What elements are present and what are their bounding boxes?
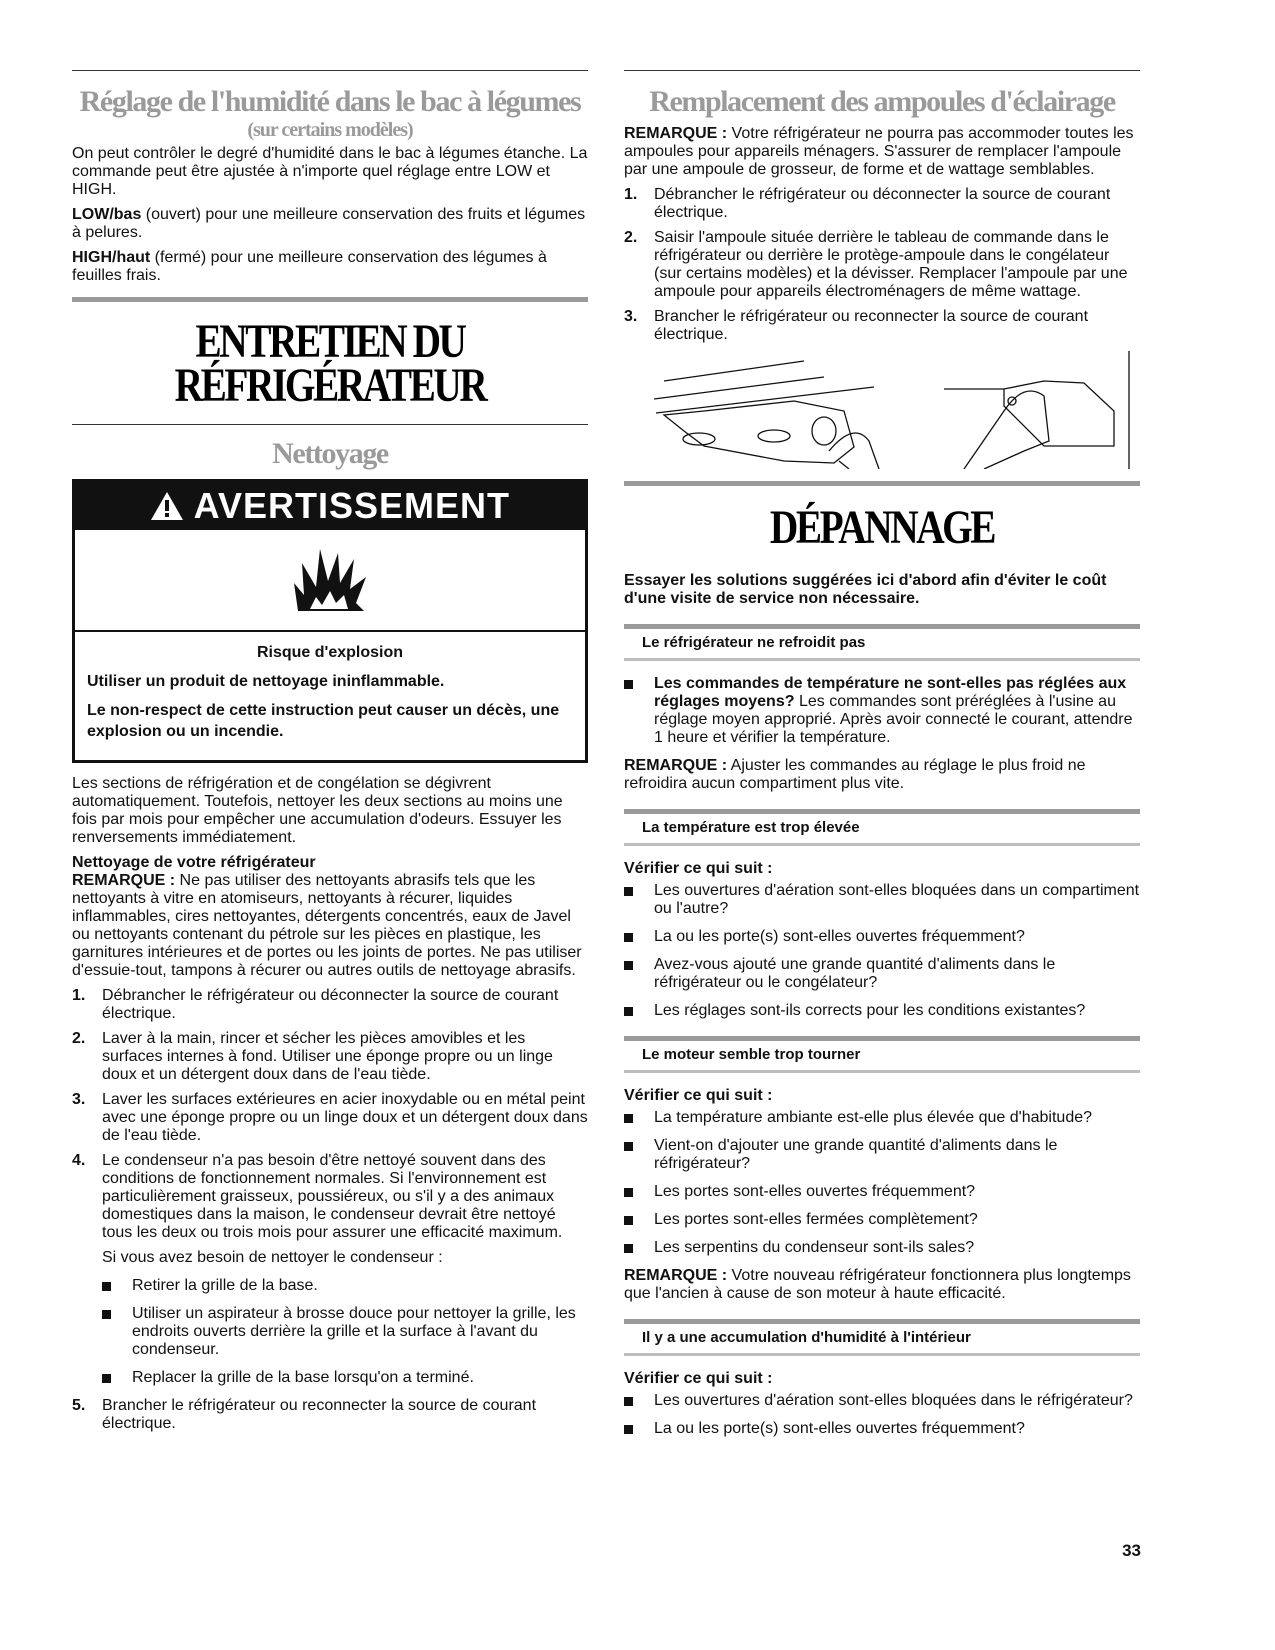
step-number: 1. [624, 186, 638, 203]
step-item [72, 987, 588, 1023]
humidity-subheading: (sur certains modèles) [247, 119, 413, 141]
bullet-item [624, 1211, 1140, 1229]
bullet-item [624, 882, 1140, 918]
bullet-text: Retirer la grille de la base. [132, 1277, 318, 1294]
cleaning-note [72, 872, 588, 980]
s3-bullets [624, 1109, 1140, 1257]
square-bullet-icon [624, 1188, 633, 1197]
troubleshooting-title: DÉPANNAGE [769, 501, 995, 554]
humidity-high [72, 249, 588, 285]
bullet-item [624, 1239, 1140, 1257]
warning-header [75, 482, 585, 530]
note-text: Ajuster les commandes au réglage le plus froid ne refroidira aucun compartiment plus vite. [624, 757, 1086, 792]
bullet-item [624, 675, 1140, 747]
step-text: Saisir l'ampoule située derrière le tableau de commande dans le réfrigérateur ou derrière le protège-ampoule dans le congélateur (sur certains modèles) et la dévisser. Remplacer l'ampoule par une ampoule pour appareils électroménagers de même wattage. [654, 229, 1128, 300]
bullet-item [624, 1137, 1140, 1173]
condenser-intro: Si vous avez besoin de nettoyer le condenseur : [102, 1249, 443, 1266]
step-text: Laver à la main, rincer et sécher les pièces amovibles et les surfaces internes à fond. Utiliser une éponge propre ou un linge doux et un détergent doux dans de l'eau tiède. [102, 1030, 553, 1083]
step-text: Laver les surfaces extérieures en acier inoxydable ou en métal peint avec une éponge propre ou un linge doux et un détergent doux dans de l'eau tiède. [102, 1091, 588, 1144]
bullet-item [624, 1002, 1140, 1020]
bullet-item [624, 956, 1140, 992]
note-label: REMARQUE : [72, 872, 176, 889]
section-heading: Le réfrigérateur ne refroidit pas [624, 624, 1140, 661]
s4-bullets [624, 1392, 1140, 1438]
bullet-bold: Les commandes de température ne sont-elles pas réglées aux réglages moyens? [654, 675, 1127, 710]
note-label: REMARQUE : [624, 757, 728, 774]
left-column [72, 70, 588, 1440]
warning-text [75, 630, 585, 760]
bullet-item [624, 1392, 1140, 1410]
section-heading: Le moteur semble trop tourner [624, 1036, 1140, 1073]
divider [72, 424, 588, 425]
bullet-text: Replacer la grille de la base lorsqu'on a terminé. [132, 1369, 474, 1386]
section-heading: Il y a une accumulation d'humidité à l'intérieur [624, 1319, 1140, 1356]
bullet-text: Les ouvertures d'aération sont-elles bloquées dans le réfrigérateur? [654, 1392, 1133, 1409]
step-number: 1. [72, 987, 86, 1004]
bullet-text: La ou les porte(s) sont-elles ouvertes fréquemment? [654, 1420, 1025, 1437]
step-number: 3. [624, 308, 638, 325]
bullet-item [624, 1109, 1140, 1127]
step-item [72, 1397, 588, 1433]
step-text: Débrancher le réfrigérateur ou déconnecter la source de courant électrique. [102, 987, 559, 1022]
bullet-text: Avez-vous ajouté une grande quantité d'aliments dans le réfrigérateur ou le congélateur? [654, 956, 1056, 991]
bullet-item [624, 1183, 1140, 1201]
bullet-text: Les réglages sont-ils corrects pour les conditions existantes? [654, 1002, 1086, 1019]
warning-line1: Utiliser un produit de nettoyage ininflammable. [87, 673, 445, 690]
check-label: Vérifier ce qui suit : [624, 1087, 773, 1104]
bullet-text: Les portes sont-elles fermées complètement? [654, 1211, 978, 1228]
bulbs-note [624, 125, 1140, 179]
step-item [72, 1030, 588, 1084]
step-item [72, 1091, 588, 1145]
check-label: Vérifier ce qui suit : [624, 1370, 773, 1387]
bullet-text: La température ambiante est-elle plus élevée que d'habitude? [654, 1109, 1093, 1126]
defrost-paragraph: Les sections de réfrigération et de congélation se dégivrent automatiquement. Toutefois, nettoyer les deux sections au moins une fois par mois pour empêcher une accumulation d'odeurs. Essuyer les renversements immédiatement. [72, 775, 563, 846]
warning-risk: Risque d'explosion [256, 644, 404, 661]
condenser-bullets [102, 1277, 588, 1387]
square-bullet-icon [624, 1142, 633, 1151]
step-number: 2. [72, 1030, 86, 1047]
step-number: 4. [72, 1152, 86, 1169]
bullet-text: La ou les porte(s) sont-elles ouvertes fréquemment? [654, 928, 1025, 945]
check-label: Vérifier ce qui suit : [624, 860, 773, 877]
humidity-low [72, 206, 588, 242]
cleaning-steps [72, 987, 588, 1433]
step-number: 2. [624, 229, 638, 246]
square-bullet-icon [624, 933, 633, 942]
bullet-item [102, 1277, 588, 1295]
bulb-replacement-illustration [624, 351, 1140, 469]
bullet-text: Les portes sont-elles ouvertes fréquemment? [654, 1183, 976, 1200]
explosion-icon [290, 543, 370, 618]
square-bullet-icon [102, 1282, 111, 1291]
square-bullet-icon [624, 887, 633, 896]
step-number: 5. [72, 1397, 86, 1414]
bullet-item [624, 928, 1140, 946]
note-text: Votre réfrigérateur ne pourra pas accommoder toutes les ampoules pour appareils ménagers. S'assurer de remplacer l'ampoule par une ampoule de grosseur, de forme et de wattage semblables. [624, 125, 1134, 178]
bullet-item [102, 1305, 588, 1359]
humidity-heading: Réglage de l'humidité dans le bac à légumes [79, 85, 581, 118]
step-text: Brancher le réfrigérateur ou reconnecter la source de courant électrique. [102, 1397, 537, 1432]
troubleshooting-intro: Essayer les solutions suggérées ici d'abord afin d'éviter le coût d'une visite de service non nécessaire. [624, 572, 1107, 607]
note-text: Votre nouveau réfrigérateur fonctionnera plus longtemps que l'ancien à cause de son moteur à haute efficacité. [624, 1267, 1131, 1302]
humidity-intro: On peut contrôler le degré d'humidité dans le bac à légumes étanche. La commande peut être ajustée à n'importe quel réglage entre LOW et HIGH. [72, 145, 588, 198]
s1-note [624, 757, 1140, 793]
note-label: REMARQUE : [624, 125, 728, 142]
step-text: Le condenseur n'a pas besoin d'être nettoyé souvent dans des conditions de fonctionnement normales. Si l'environnement est particulièrement graisseux, poussiéreux, ou s'il y a des animaux domestiques dans la maison, le condenseur devrait être nettoyé tous les deux ou trois mois pour assurer une efficacité maximum. [102, 1152, 563, 1241]
step-item [624, 308, 1140, 344]
square-bullet-icon [102, 1374, 111, 1383]
divider [624, 481, 1140, 486]
high-text: (fermé) pour une meilleure conservation des légumes à feuilles frais. [72, 249, 547, 284]
section-heading: La température est trop élevée [624, 809, 1140, 846]
s2-bullets [624, 882, 1140, 1020]
bulb-illustration [624, 351, 1140, 469]
step-item [624, 186, 1140, 222]
bullet-item [624, 1420, 1140, 1438]
note-label: REMARQUE : [624, 1267, 728, 1284]
square-bullet-icon [624, 1425, 633, 1434]
bullet-text: Les serpentins du condenseur sont-ils sales? [654, 1239, 975, 1256]
cleaning-subheading: Nettoyage de votre réfrigérateur [72, 854, 316, 871]
step-text: Débrancher le réfrigérateur ou déconnecter la source de courant électrique. [654, 186, 1111, 221]
explosion-area [75, 530, 585, 630]
square-bullet-icon [624, 1007, 633, 1016]
note-text: Ne pas utiliser des nettoyants abrasifs tels que les nettoyants à vitre en atomiseurs, nettoyants à récurer, liquides inflammables, cires nettoyantes, détergents concentrés, eaux de Javel ou nettoyants contenant du pétrole sur les pièces en plastique, les garnitures intérieures et de portes ou les joints de portes. Ne pas utiliser d'essuie-tout, tampons à récurer ou autres outils de nettoyage abrasifs. [72, 872, 582, 979]
s1-bullets [624, 675, 1140, 747]
high-label: HIGH/haut [72, 249, 151, 266]
bulb-steps [624, 186, 1140, 344]
divider [72, 70, 588, 71]
right-column [624, 70, 1140, 1448]
step-item [624, 229, 1140, 301]
s3-note [624, 1267, 1140, 1303]
main-title-line2: RÉFRIGÉRATEUR [174, 359, 486, 412]
square-bullet-icon [624, 680, 633, 689]
low-label: LOW/bas [72, 206, 142, 223]
square-bullet-icon [624, 1114, 633, 1123]
bullet-text: Vient-on d'ajouter une grande quantité d'aliments dans le réfrigérateur? [654, 1137, 1058, 1172]
warning-title: AVERTISSEMENT [193, 485, 511, 526]
warning-box [72, 479, 588, 763]
step-text: Brancher le réfrigérateur ou reconnecter la source de courant électrique. [654, 308, 1089, 343]
bullet-text: Les ouvertures d'aération sont-elles bloquées dans un compartiment ou l'autre? [654, 882, 1140, 917]
bullet-text: Les commandes sont préréglées à l'usine au réglage moyen approprié. Après avoir connecté le courant, attendre 1 heure et vérifier la température. [654, 693, 1133, 746]
bulbs-heading: Remplacement des ampoules d'éclairage [649, 85, 1115, 118]
warning-triangle-icon [150, 485, 184, 526]
square-bullet-icon [624, 1397, 633, 1406]
divider [624, 70, 1140, 71]
square-bullet-icon [624, 961, 633, 970]
low-text: (ouvert) pour une meilleure conservation des fruits et légumes à pelures. [72, 206, 586, 241]
page-number: 33 [1122, 1541, 1141, 1560]
bullet-item [102, 1369, 588, 1387]
square-bullet-icon [102, 1310, 111, 1319]
step-item [72, 1152, 588, 1387]
main-title [118, 315, 541, 412]
main-title-line1: ENTRETIEN DU [195, 315, 465, 368]
divider [72, 297, 588, 302]
cleaning-heading: Nettoyage [272, 437, 388, 470]
step-number: 3. [72, 1091, 86, 1108]
square-bullet-icon [624, 1216, 633, 1225]
warning-line2: Le non-respect de cette instruction peut causer un décès, une explosion ou un incendie. [87, 702, 560, 740]
square-bullet-icon [624, 1244, 633, 1253]
bullet-text: Utiliser un aspirateur à brosse douce pour nettoyer la grille, les endroits ouverts derrière la grille et la surface à l'avant du condenseur. [132, 1305, 576, 1358]
